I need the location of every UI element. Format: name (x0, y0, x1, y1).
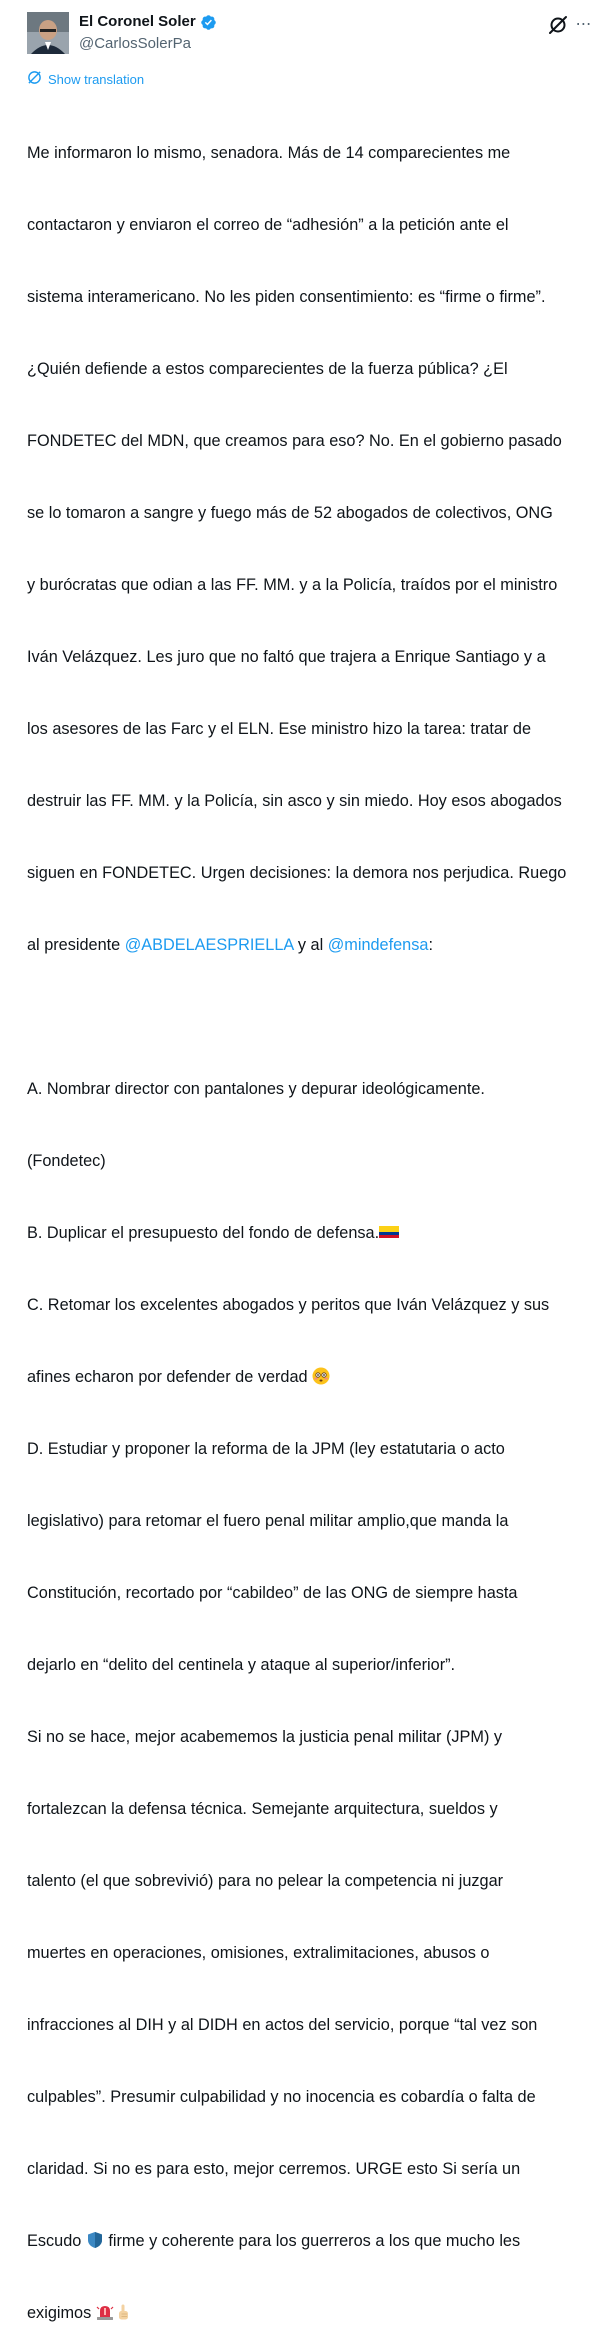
text-line: culpables”. Presumir culpabilidad y no inocencia es cobardía o falta de (27, 2088, 536, 2106)
text-line: FONDETEC del MDN, que creamos para eso? No. En el gobierno pasado (27, 432, 562, 450)
text-line-with-emoji (27, 2229, 591, 2253)
translate-icon (27, 70, 42, 90)
text-line: claridad. Si no es para esto, mejor cerremos. URGE esto Si sería un (27, 2160, 521, 2178)
show-translation-link[interactable] (27, 70, 144, 90)
text-line: talento (el que sobrevivió) para no pelear la competencia ni juzgar (27, 1872, 504, 1890)
text-line: ¿Quién defiende a estos comparecientes de la fuerza pública? ¿El (27, 360, 508, 378)
text-line-with-emoji (27, 2301, 591, 2325)
text-line-with-emoji (27, 1221, 591, 1245)
author-name-row (79, 12, 217, 32)
text-segment: y al (293, 936, 328, 954)
text-line: Si no se hace, mejor acabememos la justicia penal militar (JPM) y (27, 1728, 503, 1746)
mention-link[interactable]: @mindefensa (327, 936, 429, 954)
text-line: A. Nombrar director con pantalones y depurar ideológicamente. (27, 1080, 485, 1098)
text-segment: Escudo (27, 2232, 86, 2250)
verified-badge-icon (200, 14, 217, 31)
text-line: Constitución, recortado por “cabildeo” de las ONG de siempre hasta (27, 1584, 518, 1602)
siren-icon (96, 2303, 114, 2321)
text-line: D. Estudiar y proponer la reforma de la JPM (ley estatutaria o acto (27, 1440, 505, 1458)
text-segment: al presidente (27, 936, 125, 954)
text-line: contactaron y enviaron el correo de “adhesión” a la petición ante el (27, 216, 509, 234)
text-line: legislativo) para retomar el fuero penal militar amplio,que manda la (27, 1512, 509, 1530)
text-line: y burócratas que odian a las FF. MM. y a la Policía, traídos por el ministro (27, 576, 558, 594)
text-line: infracciones al DIH y al DIDH en actos del servicio, porque “tal vez son (27, 2016, 538, 2034)
flushed-face-icon (312, 1367, 330, 1385)
text-line: C. Retomar los excelentes abogados y peritos que Iván Velázquez y sus (27, 1296, 550, 1314)
text-segment: afines echaron por defender de verdad (27, 1368, 313, 1386)
text-line-mentions (27, 933, 591, 957)
paragraph-gap (27, 1005, 591, 1029)
shield-icon (86, 2231, 104, 2249)
text-line: dejarlo en “delito del centinela y ataque al superior/inferior”. (27, 1656, 456, 1674)
text-line: Iván Velázquez. Les juro que no faltó que trajera a Enrique Santiago y a (27, 648, 546, 666)
display-name[interactable]: El Coronel Soler (79, 13, 196, 30)
text-line: se lo tomaron a sangre y fuego más de 52 abogados de colectivos, ONG (27, 504, 553, 522)
text-line: muertes en operaciones, omisiones, extralimitaciones, abusos o (27, 1944, 490, 1962)
text-line: sistema interamericano. No les piden consentimiento: es “firme o firme”. (27, 288, 546, 306)
text-line: destruir las FF. MM. y la Policía, sin asco y sin miedo. Hoy esos abogados (27, 792, 562, 810)
text-line: siguen en FONDETEC. Urgen decisiones: la demora nos perjudica. Ruego (27, 864, 567, 882)
grok-icon[interactable] (547, 14, 569, 36)
tweet-text (27, 93, 591, 2349)
text-line: los asesores de las Farc y el ELN. Ese ministro hizo la tarea: tratar de (27, 720, 532, 738)
text-line-with-emoji (27, 1365, 591, 1389)
show-translation-label: Show translation (48, 72, 145, 87)
mention-link[interactable]: @ABDELAESPRIELLA (124, 936, 294, 954)
user-handle[interactable]: @CarlosSolerPa (79, 35, 191, 52)
text-line: Me informaron lo mismo, senadora. Más de 14 comparecientes me (27, 144, 511, 162)
more-icon[interactable]: ⋯ (575, 16, 593, 33)
text-line: (Fondetec) (27, 1152, 106, 1170)
text-segment: exigimos (27, 2304, 96, 2322)
colombia-flag-icon (379, 1223, 397, 1241)
text-segment: firme y coherente para los guerreros a los que mucho les (103, 2232, 521, 2250)
pointing-up-icon (114, 2303, 132, 2321)
text-segment: B. Duplicar el presupuesto del fondo de defensa. (27, 1224, 380, 1242)
avatar[interactable] (27, 12, 69, 54)
text-line: fortalezcan la defensa técnica. Semejante arquitectura, sueldos y (27, 1800, 498, 1818)
text-segment: : (428, 936, 433, 954)
